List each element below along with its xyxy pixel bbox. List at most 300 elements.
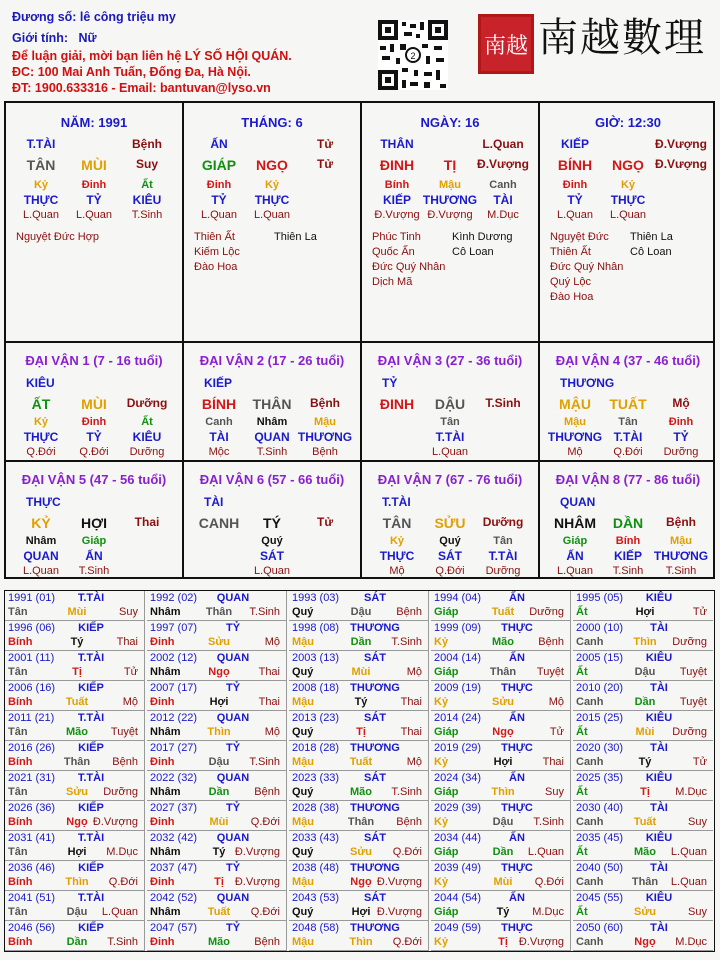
year-label: 2020 (30) [576,742,624,754]
year-god: SÁT [364,652,386,664]
year-label: 2005 (15) [576,652,624,664]
year-cell [289,831,429,861]
hidden-stem: Mậu [439,179,461,191]
year-branch: Hợi [67,846,87,858]
hidden-god: ẤN [566,549,584,563]
year-god: THƯƠNG [350,802,400,814]
year-god: KIẾP [78,922,104,934]
year-cell [5,591,145,621]
year-label: 2043 (53) [292,892,340,904]
hidden-stage: L.Quan [22,209,60,221]
hidden-stem: Đinh [668,416,694,428]
hidden-stem: Kỷ [264,179,280,191]
contact-line: Để luận giải, mời bạn liên hệ LÝ SỐ HỘI QUÁN. [12,49,292,63]
star-left: Đào Hoa [550,291,594,303]
earthly-branch: NGỌ [256,157,288,173]
year-branch: Thân [205,606,233,618]
hidden-god: KIÊU [132,430,162,444]
hidden-god: ẤN [85,549,103,563]
year-branch: Dậu [350,606,372,618]
year-stem: Quý [292,726,314,738]
life-stage: Suy [135,157,159,171]
year-label: 2011 (21) [8,712,55,724]
year-stem: Bính [8,636,33,648]
hidden-stem: Quý [439,535,461,547]
hidden-stem: Nhâm [25,535,57,547]
year-stage: Mộ [264,636,280,648]
year-stage: Đ.Vượng [92,816,138,828]
year-stage: M.Dục [532,906,564,918]
year-branch: Tị [356,726,366,738]
year-god: QUAN [216,652,250,664]
hidden-stage: L.Quan [556,209,594,221]
year-label: 2039 (49) [434,862,482,874]
year-stage: T.Sinh [107,936,138,948]
year-stage: Tuyệt [110,726,138,738]
year-cell [5,711,145,741]
hidden-stem: Kỷ [620,179,636,191]
year-god: SÁT [364,832,386,844]
year-cell [289,621,429,651]
year-cell [147,651,287,681]
year-branch: Tị [498,936,508,948]
year-branch: Tuất [491,606,515,618]
year-cell [573,741,713,771]
gender-label: Giới tính: [12,31,69,45]
year-cell [5,681,145,711]
hidden-stem: Mậu [564,416,586,428]
year-god: TỶ [225,862,241,874]
year-stage: T.Sinh [391,786,422,798]
year-branch: Tý [354,696,368,708]
hidden-stage: L.Quan [556,565,594,577]
year-label: 2013 (23) [292,712,340,724]
hidden-god: THỰC [254,193,290,207]
pillar-title: NGÀY: 16 [420,115,480,130]
dai-van-stem: NHÂM [554,515,596,531]
year-cell [289,741,429,771]
year-cell [147,921,287,951]
year-branch: Dậu [634,666,656,678]
year-label: 2032 (42) [150,832,198,844]
year-cell [573,591,713,621]
year-stage: Dưỡng [103,786,138,798]
year-cell [147,861,287,891]
stem-god: KIẾP [560,137,590,151]
year-cell [573,831,713,861]
hidden-god: T.TÀI [488,549,518,563]
year-cell [5,891,145,921]
year-stem: Nhâm [150,726,181,738]
hidden-stage: L.Quan [253,565,291,577]
dai-van-stage: Dưỡng [126,396,168,410]
year-stem: Canh [576,696,604,708]
year-stage: Đ.Vượng [234,876,280,888]
hidden-god: THỰC [23,430,59,444]
year-branch: Mão [66,726,88,738]
year-stage: T.Sinh [391,636,422,648]
year-label: 2016 (26) [8,742,56,754]
hidden-god: KIÊU [132,193,162,207]
dai-van-stem: ẤT [31,396,51,412]
stage: Tử [316,137,334,151]
year-branch: Mão [492,636,514,648]
year-stem: Bính [8,756,33,768]
year-cell [5,861,145,891]
dai-van-god: THỰC [26,495,61,509]
year-branch: Tuất [633,816,657,828]
hidden-god: KIẾP [382,193,412,207]
person-name: Đương số: lê công triệu my [12,10,176,24]
year-stage: T.Sinh [249,756,280,768]
year-stem: Giáp [434,786,459,798]
year-god: TÀI [650,682,668,694]
year-stem: Bính [8,876,33,888]
year-stem: Nhâm [150,786,181,798]
year-stage: Q.Đới [534,876,564,888]
year-label: 2028 (38) [292,802,340,814]
year-branch: Ngọ [492,726,514,738]
year-god: TÀI [650,742,668,754]
year-stem: Quý [292,666,314,678]
year-stage: Dưỡng [672,636,707,648]
year-stage: Tử [549,726,564,738]
heavenly-stem: BÍNH [557,157,593,173]
hidden-god: THỰC [610,193,646,207]
stem-god: THÂN [380,137,414,151]
qr-code-icon [378,20,448,90]
year-stem: Đinh [150,636,175,648]
dai-van-title: ĐẠI VẬN 5 (47 - 56 tuổi) [21,472,167,487]
year-branch: Sửu [349,846,373,858]
hidden-stem: Đinh [562,179,588,191]
year-stage: M.Dục [675,936,707,948]
hidden-stage: L.Quan [22,565,60,577]
year-label: 2041 (51) [8,892,56,904]
pillar-title: THÁNG: 6 [241,115,303,130]
stage: L.Quan [482,137,524,151]
year-branch: Dần [492,846,514,858]
year-stage: Bệnh [396,606,422,618]
year-stem: Tân [8,786,28,798]
hidden-god: TỶ [567,193,583,207]
star-left: Dịch Mã [372,276,413,288]
dai-van-god: T.TÀI [382,495,411,509]
dai-van-title: ĐẠI VẬN 2 (17 - 26 tuổi) [199,353,345,368]
year-cell [5,831,145,861]
hidden-stem: Canh [489,179,517,191]
year-label: 2049 (59) [434,922,482,934]
phone-email-line[interactable]: ĐT: 1900.633316 - Email: bantuvan@lyso.vn [12,81,271,95]
hidden-stage: Mộ [389,565,405,577]
star-right: Thiên La [630,231,673,243]
year-stem: Tân [8,846,28,858]
year-branch: Dậu [492,816,514,828]
year-cell [147,621,287,651]
dai-van-cell [6,343,182,460]
dai-van-branch: THÂN [252,396,292,412]
hidden-stem: Tân [493,535,513,547]
year-god: TỶ [225,802,241,814]
year-stem: Ất [576,906,588,918]
year-branch: Tị [214,876,224,888]
year-cell [573,771,713,801]
dai-van-god: KIẾP [204,376,233,390]
year-branch: Tý [496,906,510,918]
year-god: KIẾP [78,622,104,634]
year-cell [431,891,571,921]
year-branch: Sửu [207,636,231,648]
year-label: 2000 (10) [576,622,624,634]
year-stage: T.Sinh [533,816,564,828]
year-branch: Thìn [491,786,515,798]
year-stem: Canh [576,636,604,648]
year-label: 2010 (20) [576,682,624,694]
star-left: Đào Hoa [194,261,238,273]
hidden-god: SÁT [438,549,462,563]
year-cell [289,681,429,711]
year-label: 1992 (02) [150,592,198,604]
year-label: 2017 (27) [150,742,198,754]
year-label: 2034 (44) [434,832,482,844]
year-label: 2038 (48) [292,862,340,874]
year-cell [147,771,287,801]
dai-van-branch: HỢI [81,515,107,531]
year-branch: Mão [350,786,372,798]
hidden-stage: Mộc [208,446,230,458]
year-stage: Mộ [406,756,422,768]
year-stem: Giáp [434,666,459,678]
year-branch: Sửu [491,696,515,708]
year-cell [573,681,713,711]
year-god: SÁT [364,772,386,784]
hidden-stem: Đinh [206,179,232,191]
dai-van-god: THƯƠNG [560,376,615,390]
year-god: KIẾP [78,862,104,874]
year-label: 2045 (55) [576,892,624,904]
year-label: 2015 (25) [576,712,624,724]
year-branch: Mão [634,846,656,858]
dai-van-stage: Bệnh [666,515,696,529]
year-branch: Thìn [633,636,657,648]
hidden-god: TỶ [673,430,689,444]
hidden-stage: L.Quan [253,209,291,221]
year-label: 2019 (29) [434,742,482,754]
dai-van-title: ĐẠI VẬN 8 (77 - 86 tuổi) [555,472,701,487]
year-cell [573,651,713,681]
year-stem: Tân [8,606,28,618]
year-stage: L.Quan [101,906,138,918]
pillar-title: GIỜ: 12:30 [594,115,662,130]
pillar-cell [540,103,716,341]
year-label: 1993 (03) [292,592,340,604]
year-cell [147,801,287,831]
hidden-stage: Q.Đới [26,446,56,458]
year-god: THỰC [501,802,533,814]
stem-god: T.TÀI [26,137,56,151]
dai-van-branch: TÝ [263,515,281,531]
year-stage: M.Dục [675,786,707,798]
year-label: 2048 (58) [292,922,340,934]
year-stem: Canh [576,756,604,768]
year-cell [573,711,713,741]
hidden-god: SÁT [260,549,284,563]
year-cell [147,891,287,921]
year-stage: M.Dục [106,846,138,858]
hidden-stem: Tân [440,416,460,428]
hidden-god: THƯƠNG [297,430,353,444]
dai-van-god: KIÊU [26,376,55,390]
hidden-stage: Đ.Vượng [427,209,473,221]
year-label: 2046 (56) [8,922,56,934]
hidden-god: TỶ [86,193,102,207]
year-god: TÀI [650,802,668,814]
year-stem: Kỷ [434,936,449,948]
year-cell [5,621,145,651]
year-stage: Tử [692,606,707,618]
year-cell [573,801,713,831]
year-branch: Dậu [208,756,230,768]
year-stage: Thai [258,666,280,678]
year-label: 2002 (12) [150,652,198,664]
year-label: 1994 (04) [434,592,482,604]
dai-van-stem: MẬU [559,396,591,412]
year-label: 2035 (45) [576,832,624,844]
dai-van-stage: Mộ [672,396,690,410]
year-cell [431,621,571,651]
year-branch: Ngọ [634,936,656,948]
year-label: 2012 (22) [150,712,198,724]
year-label: 2047 (57) [150,922,198,934]
hidden-stage: L.Quan [200,209,238,221]
year-god: SÁT [364,592,386,604]
year-stem: Đinh [150,816,175,828]
hidden-stem: Bính [384,179,410,191]
year-branch: Thìn [349,936,373,948]
year-god: THƯƠNG [350,862,400,874]
hidden-stage: Bệnh [312,446,338,458]
year-branch: Mùi [351,666,371,678]
hidden-god: QUAN [254,430,290,444]
year-god: ẤN [509,892,525,904]
gender-value: Nữ [78,31,97,45]
year-branch: Tuất [207,906,231,918]
yearly-table [4,590,715,952]
year-stage: Tử [692,756,707,768]
stage: Bệnh [132,137,162,151]
year-label: 2009 (19) [434,682,482,694]
year-stem: Kỷ [434,696,449,708]
year-cell [431,801,571,831]
star-left: Nguyệt Đức [550,231,609,243]
year-god: T.TÀI [77,832,105,844]
year-stage: Suy [119,606,138,618]
hidden-stage: T.Sinh [256,446,288,458]
year-stem: Quý [292,606,314,618]
life-stage: Tử [316,157,334,171]
dai-van-stage: Bệnh [310,396,340,410]
year-cell [5,801,145,831]
hidden-stem: Kỷ [33,416,49,428]
year-label: 1997 (07) [150,622,198,634]
year-label: 2023 (33) [292,772,340,784]
hidden-god: TÀI [493,193,513,207]
year-cell [289,771,429,801]
hidden-stem: Nhâm [256,416,288,428]
hidden-god: TỶ [86,430,102,444]
year-label: 1999 (09) [434,622,482,634]
year-branch: Mùi [209,816,229,828]
year-cell [5,741,145,771]
year-branch: Thìn [207,726,231,738]
year-stage: Thai [542,756,564,768]
year-stem: Giáp [434,846,459,858]
year-branch: Tị [72,666,82,678]
year-god: SÁT [364,712,386,724]
year-god: TỶ [225,622,241,634]
year-label: 1995 (05) [576,592,624,604]
year-label: 2022 (32) [150,772,198,784]
year-cell [5,771,145,801]
year-branch: Thân [347,816,375,828]
star-left: Quốc Ấn [372,246,415,258]
year-stage: Tuyệt [679,696,707,708]
year-god: THƯƠNG [350,742,400,754]
pillar-cell [184,103,360,341]
year-label: 2003 (13) [292,652,340,664]
year-branch: Ngọ [66,816,88,828]
year-cell [5,921,145,951]
hidden-god: KIẾP [613,549,643,563]
dai-van-branch: SỬU [434,515,466,531]
dai-van-stem: TÂN [382,515,412,531]
year-branch: Dần [66,936,88,948]
dai-van-title: ĐẠI VẬN 3 (27 - 36 tuổi) [377,353,523,368]
dai-van-stem: KỶ [31,515,51,531]
year-cell [431,771,571,801]
year-branch: Tý [212,846,226,858]
earthly-branch: MÙI [81,157,107,173]
dai-van-stage: Thai [134,515,160,529]
year-stage: Thai [400,696,422,708]
year-stem: Ất [576,666,588,678]
year-stem: Kỷ [434,876,449,888]
pillar-cell [362,103,538,341]
year-stage: Bệnh [112,756,138,768]
hidden-stage: M.Dục [487,209,519,221]
year-cell [431,741,571,771]
year-god: THỰC [501,922,533,934]
hidden-stage: T.Sinh [612,565,644,577]
hidden-god: THƯƠNG [547,430,603,444]
year-stem: Đinh [150,696,175,708]
year-branch: Dần [350,636,372,648]
year-stem: Nhâm [150,666,181,678]
hidden-stem: Đinh [81,416,107,428]
heavenly-stem: GIÁP [201,157,237,173]
brand-logo: 南越數理 [538,15,706,61]
year-stem: Kỷ [434,636,449,648]
hidden-stem: Đinh [81,179,107,191]
year-branch: Thân [489,666,517,678]
year-stage: Mộ [264,726,280,738]
year-stage: Mộ [122,696,138,708]
stem-god: ẤN [210,137,228,151]
year-label: 2033 (43) [292,832,340,844]
dai-van-stem: CANH [198,515,240,531]
hidden-stage: T.Sinh [665,565,697,577]
year-label: 1996 (06) [8,622,56,634]
